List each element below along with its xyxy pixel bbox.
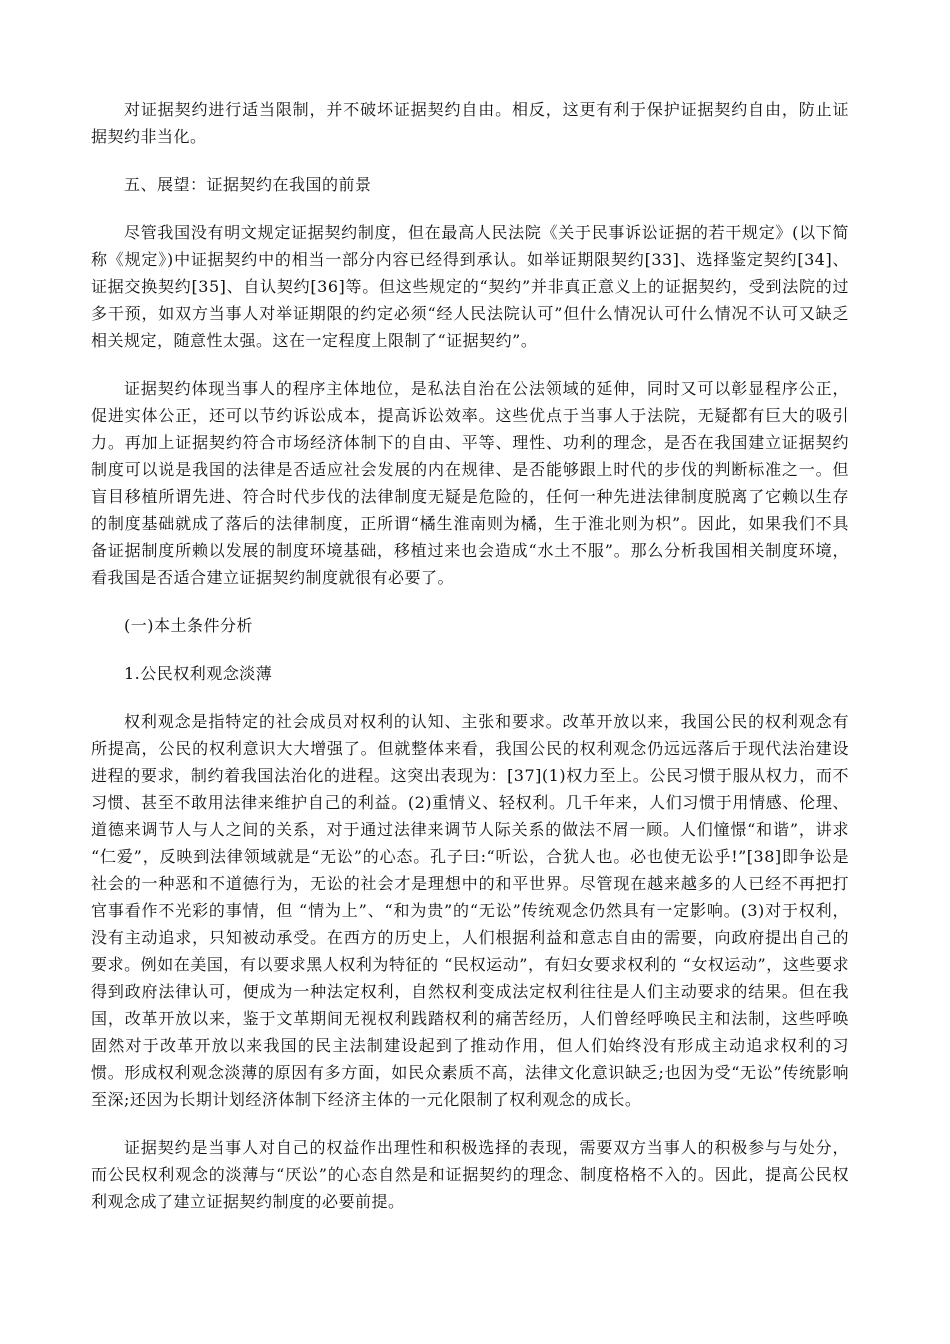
paragraph-contract-limits: 对证据契约进行适当限制，并不破坏证据契约自由。相反，这更有利于保护证据契约自由，防止证据契约非当化。 (91, 100, 849, 146)
paragraph-advantages: 证据契约体现当事人的程序主体地位，是私法自治在公法领域的延伸，同时又可以彰显程序公正，促进实体公正，还可以节约诉讼成本，提高诉讼效率。这些优点于当事人于法院，无疑都有巨大的吸引力。再加上证据契约符合市场经济体制下的自由、平等、理性、功利的理念，是否在我国建立证据契约制度可以说是我国的法律是否适应社会发展的内在规律、是否能够跟上时代的步伐的判断标准之一。但盲目移植所谓先进、符合时代步伐的法律制度无疑是危险的，任何一种先进法律制度脱离了它赖以生存的制度基础就成了落后的法律制度，正所谓“橘生淮南则为橘，生于淮北则为枳”。因此，如果我们不具备证据制度所赖以发展的制度环境基础，移植过来也会造成“水土不服”。那么分析我国相关制度环境，看我国是否适合建立证据契约制度就很有必要了。 (91, 379, 849, 587)
section-heading-outlook: 五、展望：证据契约在我国的前景 (124, 175, 372, 194)
paragraph-conclusion: 证据契约是当事人对自己的权益作出理性和积极选择的表现，需要双方当事人的积极参与与处分，而公民权利观念的淡薄与“厌讼”的心态自然是和证据契约的理念、制度格格不入的。因此，提高公民权利观念成了建立证据契约制度的必要前提。 (91, 1138, 849, 1211)
subsection-heading-local-conditions: (一)本土条件分析 (124, 616, 253, 635)
document-body (91, 96, 849, 1236)
paragraph-rights-awareness: 权利观念是指特定的社会成员对权利的认知、主张和要求。改革开放以来，我国公民的权利观念有所提高，公民的权利意识大大增强了。但就整体来看，我国公民的权利观念仍远远落后于现代法治建设进程的要求，制约着我国法治化的进程。这突出表现为：[37](1)权力至上。公民习惯于服从权力，而不习惯、甚至不敢用法律来维护自己的利益。(2)重情义、轻权利。几千年来，人们习惯于用情感、伦理、道德来调节人与人之间的关系，对于通过法律来调节人际关系的做法不屑一顾。人们憧憬“和谐”，讲求 “仁爱”，反映到法律领域就是“无讼”的心态。孔子曰:“听讼，合犹人也。必也使无讼乎!”[38]即争讼是社会的一种恶和不道德行为，无讼的社会才是理想中的和平世界。尽管现在越来越多的人已经不再把打官事看作不光彩的事情，但 “情为上”、“和为贵”的“无讼”传统观念仍然具有一定影响。(3)对于权利，没有主动追求，只知被动承受。在西方的历史上，人们根据利益和意志自由的需要，向政府提出自己的要求。例如在美国，有以要求黑人权利为特征的 “民权运动”，有妇女要求权利的 “女权运动”，这些要求得到政府法律认可，便成为一种法定权利，自然权利变成法定权利往往是人们主动要求的结果。但在我国，改革开放以来，鉴于文革期间无视权利践踏权利的痛苦经历，人们曾经呼唤民主和法制，这些呼唤固然对于改革开放以来我国的民主法制建设起到了推动作用，但人们始终没有形成主动追求权利的习惯。形成权利观念淡薄的原因有多方面，如民众素质不高，法律文化意识缺乏;也因为受“无讼”传统影响至深;还因为长期计划经济体制下经济主体的一元化限制了权利观念的成长。 (91, 712, 849, 1109)
paragraph-existing-rules: 尽管我国没有明文规定证据契约制度，但在最高人民法院《关于民事诉讼证据的若干规定》(以下简称《规定》)中证据契约中的相当一部分内容已经得到承认。如举证期限契约[33]、选择鉴定契约[34]、证据交换契约[35]、自认契约[36]等。但这些规定的“契约”并非真正意义上的证据契约，受到法院的过多干预，如双方当事人对举证期限的约定必须“经人民法院认可”但什么情况认可什么情况不认可又缺乏相关规定，随意性太强。这在一定程度上限制了“证据契约”。 (91, 223, 849, 350)
subsection-heading-rights-awareness: 1.公民权利观念淡薄 (124, 664, 273, 683)
